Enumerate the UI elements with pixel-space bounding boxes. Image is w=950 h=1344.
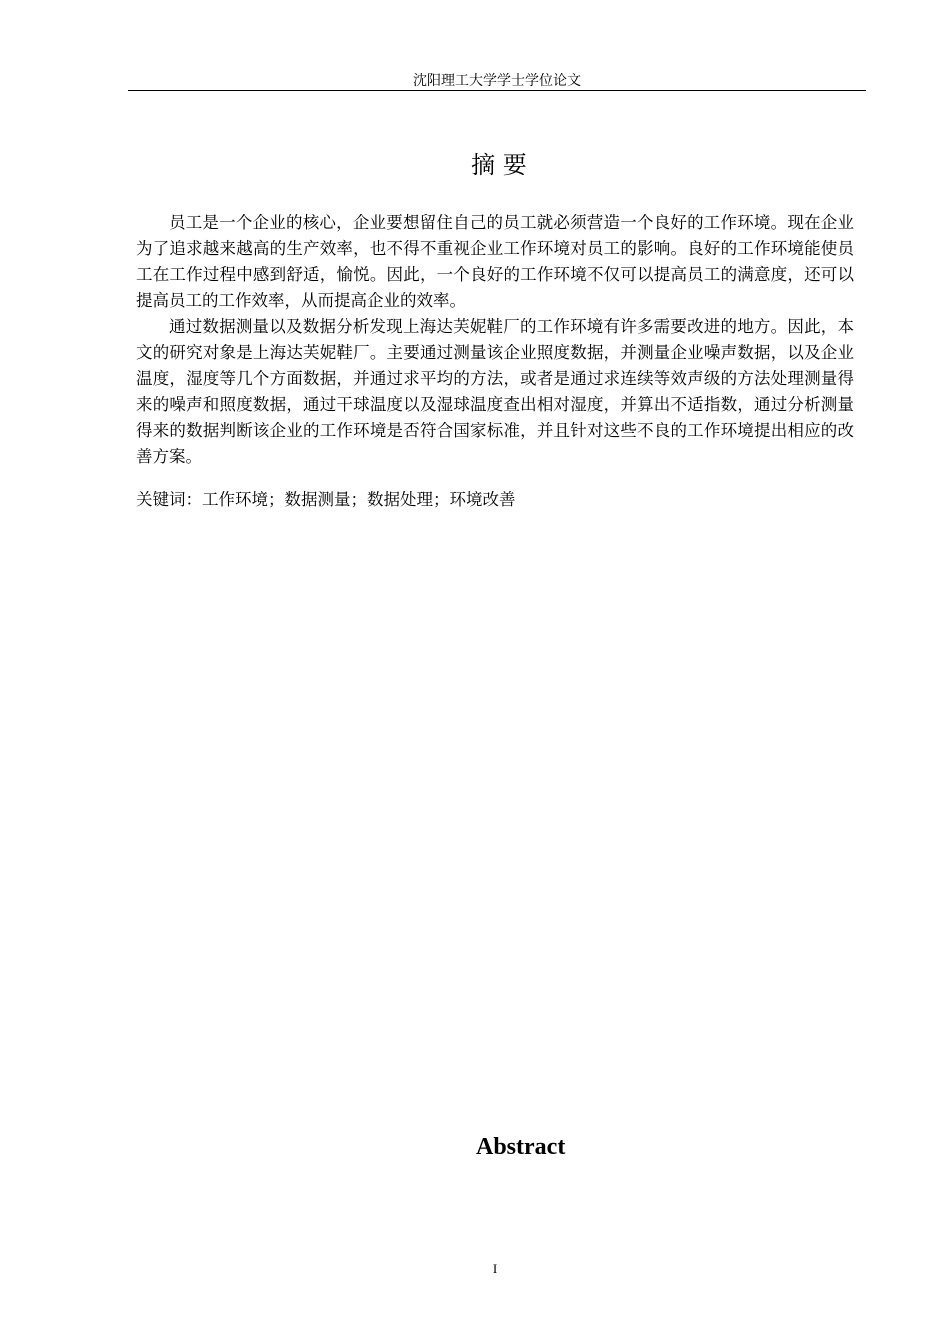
abstract-title-en: Abstract	[476, 1134, 566, 1160]
keywords-label: 关键词：	[136, 490, 202, 509]
page-number: I	[492, 1261, 498, 1276]
header-rule	[128, 90, 866, 91]
abstract-body-cn	[136, 210, 854, 470]
keywords-line	[136, 487, 854, 513]
keywords-text: 工作环境；数据测量；数据处理；环境改善	[202, 490, 516, 509]
abstract-title-cn: 摘 要	[471, 151, 527, 179]
page-header: 沈阳理工大学学士学位论文	[413, 73, 581, 89]
abstract-paragraph-1: 员工是一个企业的核心，企业要想留住自己的员工就必须营造一个良好的工作环境。现在企业为了追求越来越高的生产效率，也不得不重视企业工作环境对员工的影响。良好的工作环境能使员工在工作过程中感到舒适，愉悦。因此，一个良好的工作环境不仅可以提高员工的满意度，还可以提高员工的工作效率，从而提高企业的效率。	[136, 213, 854, 310]
abstract-paragraph-2: 通过数据测量以及数据分析发现上海达芙妮鞋厂的工作环境有许多需要改进的地方。因此，本文的研究对象是上海达芙妮鞋厂。主要通过测量该企业照度数据，并测量企业噪声数据，以及企业温度，湿度等几个方面数据，并通过求平均的方法，或者是通过求连续等效声级的方法处理测量得来的噪声和照度数据，通过干球温度以及湿球温度查出相对湿度，并算出不适指数，通过分析测量得来的数据判断该企业的工作环境是否符合国家标准，并且针对这些不良的工作环境提出相应的改善方案。	[136, 317, 854, 466]
